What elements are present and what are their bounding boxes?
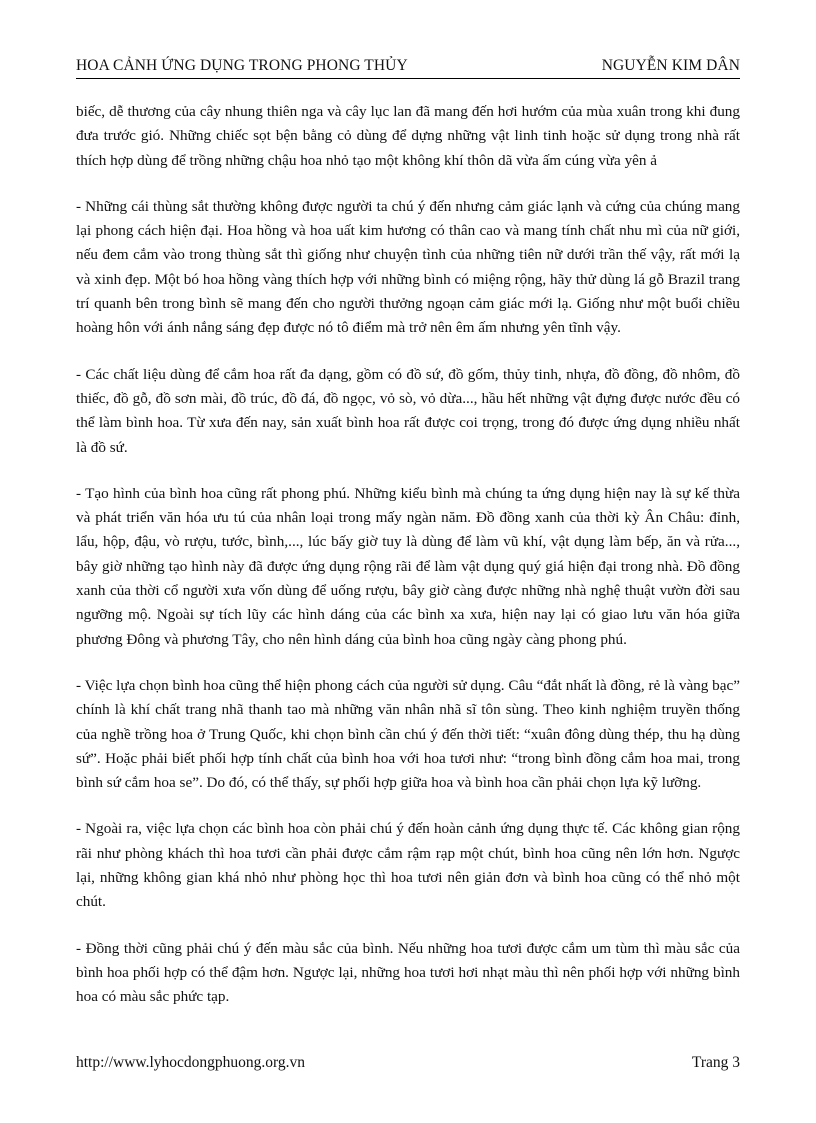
header-title: HOA CẢNH ỨNG DỤNG TRONG PHONG THỦY (76, 57, 408, 74)
paragraph: - Ngoài ra, việc lựa chọn các bình hoa còn phải chú ý đến hoàn cảnh ứng dụng thực tế. Các không gian rộng rãi như phòng khách thì hoa tươi cần phải được cắm rậm rạp một chút, bình hoa cũng nên lớn hơn. Ngược lại, những không gian khá nhỏ như phòng học thì hoa tươi nên giản đơn và bình hoa cũng có thể nhỏ một chút. (76, 820, 740, 911)
paragraph: - Tạo hình của bình hoa cũng rất phong phú. Những kiểu bình mà chúng ta ứng dụng hiện nay là sự kế thừa và phát triển văn hóa ưu tú của nhân loại trong mấy ngàn năm. Đồ đồng xanh của thời kỳ Ân Châu: đỉnh, lẩu, hộp, đậu, vò rượu, tước, bình,..., lúc bấy giờ tuy là dùng để làm vũ khí, vật dụng làm bếp, ăn và rửa..., bây giờ những tạo hình này đã được ứng dụng rộng rãi để làm vật dụng quý giá hiện đại trong nhà. Đồ đồng xanh của thời cổ người xưa vốn dùng để uống rượu, bây giờ càng được những nhà nghệ thuật vườn đời sau ngưỡng mộ. Ngoài sự tích lũy các hình dáng của các bình xa xưa, hiện nay lại có giao lưu văn hóa giữa phương Đông và phương Tây, cho nên hình dáng của bình hoa cũng ngày càng phong phú. (76, 484, 740, 648)
paragraph: - Việc lựa chọn bình hoa cũng thể hiện phong cách của người sử dụng. Câu “đắt nhất là đồng, rẻ là vàng bạc” chính là khí chất trang nhã thanh tao mà những văn nhân nhã sĩ tôn sùng. Theo kinh nghiệm truyền thống của nghề trồng hoa ở Trung Quốc, khi chọn bình cần chú ý đến thời tiết: “xuân đông dùng thép, thu hạ dùng sứ”. Hoặc phải biết phối hợp tính chất của bình hoa với hoa tươi như: “trong bình đồng cắm hoa mai, trong bình sứ cắm hoa se”. Do đó, có thể thấy, sự phối hợp giữa hoa và bình hoa cần phải chọn lựa kỹ lưỡng. (76, 676, 740, 792)
paragraph: - Đồng thời cũng phải chú ý đến màu sắc của bình. Nếu những hoa tươi được cắm um tùm thì màu sắc của bình hoa phối hợp có thể đậm hơn. Ngược lại, những hoa tươi hơi nhạt màu thì nên phối hợp với những bình hoa có màu sắc phức tạp. (76, 939, 740, 1006)
paragraph: biếc, dễ thương của cây nhung thiên nga và cây lục lan đã mang đến hơi hướm của mùa xuân trong khi đung đưa trước gió. Những chiếc sọt bện bằng cỏ dùng để dựng những vật linh tinh hoặc sử dụng trong nhà rất thích hợp dùng để trồng những chậu hoa nhỏ tạo một không khí thôn dã vừa ấm cúng vừa yên ả (76, 103, 740, 169)
footer-url[interactable]: http://www.lyhocdongphuong.org.vn (76, 1054, 306, 1071)
paragraph: - Những cái thùng sắt thường không được người ta chú ý đến nhưng cảm giác lạnh và cứng của chúng mang lại phong cách hiện đại. Hoa hồng và hoa uất kim hương có thân cao và mang tính chất nhu mì của nữ giới, nếu đem cắm vào trong thùng sắt thì giống như chuyện tình của những tiên nữ dưới trần thế vậy, rất mới lạ và xinh đẹp. Một bó hoa hồng vàng thích hợp với những bình có miệng rộng, hãy thử dùng lá gỗ Brazil trang trí quanh bên trong bình sẽ mang đến cho người thưởng ngoạn cảm giác mới lạ. Giống như một buổi chiều hoàng hôn với ánh nắng sáng đẹp được nó tô điểm mà trở nên êm ấm nhưng yên tĩnh vậy. (76, 197, 740, 337)
header-divider (76, 78, 740, 79)
body-text (76, 100, 740, 1032)
page-header (76, 53, 740, 75)
paragraph: - Các chất liệu dùng để cắm hoa rất đa dạng, gồm có đồ sứ, đồ gốm, thủy tinh, nhựa, đồ đồng, đồ nhôm, đồ thiếc, đồ gỗ, đồ sơn mài, đồ trúc, đồ đá, đồ ngọc, vỏ sò, vỏ dừa..., hầu hết những vật đựng được nước đều có thể làm bình hoa. Từ xưa đến nay, sản xuất bình hoa rất được coi trọng, trong đó được ứng dụng nhiều nhất là đồ sứ. (76, 365, 740, 456)
header-author: NGUYỄN KIM DÂN (601, 57, 740, 74)
page-footer (76, 1054, 740, 1072)
page-number: Trang 3 (691, 1054, 740, 1071)
